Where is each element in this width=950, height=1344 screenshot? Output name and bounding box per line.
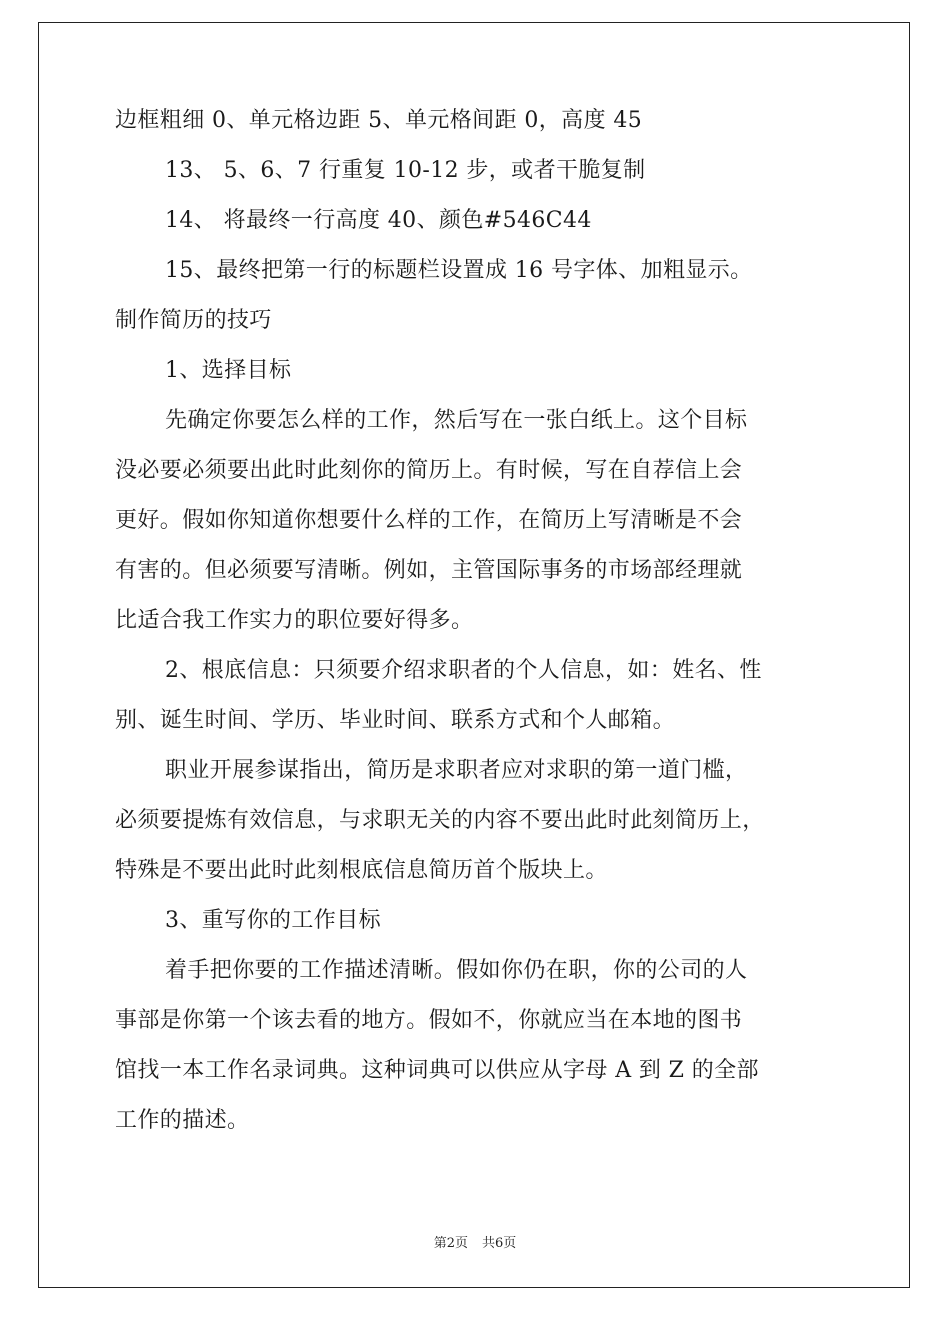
text-line: 别、诞生时间、学历、毕业时间、联系方式和个人邮箱。 <box>115 708 676 733</box>
text-line: 比适合我工作实力的职位要好得多。 <box>115 608 474 633</box>
text-line: 14、 将最终一行高度 40、颜色#546C44 <box>165 208 592 233</box>
text-line: 先确定你要怎么样的工作，然后写在一张白纸上。这个目标 <box>165 408 748 433</box>
page-number: 第2页 <box>433 1236 468 1251</box>
text-line: 更好。假如你知道你想要什么样的工作，在简历上写清晰是不会 <box>115 508 743 533</box>
text-line: 没必要必须要出此时此刻你的简历上。有时候，写在自荐信上会 <box>115 458 743 483</box>
text-line: 有害的。但必须要写清晰。例如，主管国际事务的市场部经理就 <box>115 558 743 583</box>
text-line: 工作的描述。 <box>115 1108 250 1133</box>
text-line: 馆找一本工作名录词典。这种词典可以供应从字母 A 到 Z 的全部 <box>115 1058 759 1083</box>
page-total: 共6页 <box>482 1236 517 1251</box>
page-footer <box>0 1232 950 1251</box>
text-line: 15、最终把第一行的标题栏设置成 16 号字体、加粗显示。 <box>165 258 753 283</box>
text-line: 职业开展参谋指出，简历是求职者应对求职的第一道门槛， <box>165 758 748 783</box>
text-line: 3、重写你的工作目标 <box>165 908 381 933</box>
document-body <box>115 96 835 1146</box>
text-line: 着手把你要的工作描述清晰。假如你仍在职，你的公司的人 <box>165 958 748 983</box>
section-heading: 制作简历的技巧 <box>115 308 272 333</box>
text-line: 必须要提炼有效信息，与求职无关的内容不要出此时此刻简历上， <box>115 808 765 833</box>
text-line: 1、选择目标 <box>165 358 292 383</box>
text-line: 2、根底信息：只须要介绍求职者的个人信息，如：姓名、性 <box>165 658 762 683</box>
text-line: 事部是你第一个该去看的地方。假如不，你就应当在本地的图书 <box>115 1008 743 1033</box>
text-line: 13、 5、6、7 行重复 10-12 步，或者干脆复制 <box>165 158 646 183</box>
text-line: 边框粗细 0、单元格边距 5、单元格间距 0，高度 45 <box>115 108 643 133</box>
text-line: 特殊是不要出此时此刻根底信息简历首个版块上。 <box>115 858 608 883</box>
